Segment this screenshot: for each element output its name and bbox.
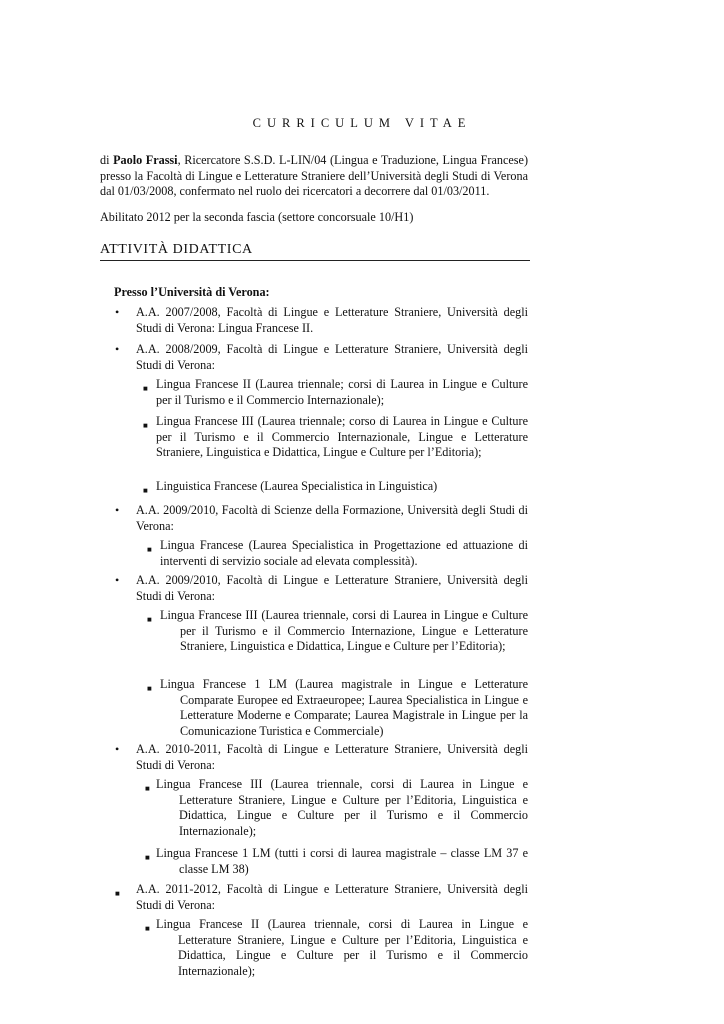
square-bullet-icon: ■	[143, 421, 148, 430]
list-item: A.A. 2008/2009, Facoltà di Lingue e Letterature Straniere, Università degli Studi di Verona:	[136, 342, 528, 372]
square-bullet-icon: ■	[147, 615, 152, 624]
sub-list-item: Lingua Francese II (Laurea triennale; corsi di Laurea in Lingue e Culture per il Turismo e il Commercio Internazionale);	[156, 377, 528, 407]
section-heading: ATTIVITÀ DIDATTICA	[100, 242, 530, 261]
list-item: A.A. 2010-2011, Facoltà di Lingue e Letterature Straniere, Università degli Studi di Verona:	[136, 742, 528, 772]
bullet-icon: •	[115, 503, 120, 517]
bullet-icon: •	[115, 305, 120, 319]
sub-list-item: Lingua Francese III (Laurea triennale; corso di Laurea in Lingue e Culture per il Turismo e il Commercio Internazionale, Lingue e Letterature Straniere, Linguistica e Didattica, Lingue e Culture per l’Editoria);	[156, 414, 528, 460]
sub-list-item: Lingua Francese 1 LM (tutti i corsi di laurea magistrale – classe LM 37 e classe LM 38)	[156, 846, 528, 876]
intro-paragraph	[100, 153, 528, 200]
author-name: Paolo Frassi	[113, 153, 178, 167]
bullet-icon: •	[115, 742, 120, 756]
square-bullet-icon: ■	[143, 486, 148, 495]
intro-rest: , Ricercatore S.S.D. L-LIN/04 (Lingua e Traduzione, Lingua Francese) presso la Facoltà di Lingue e Letterature Straniere dell’Università degli Studi di Verona dal 01/03/2008, confermato nel ruolo dei ricercatori a decorrere dal 01/03/2011.	[100, 153, 529, 199]
sub-list-item: Linguistica Francese (Laurea Specialistica in Linguistica)	[156, 479, 438, 493]
square-bullet-icon: ■	[145, 784, 150, 793]
presso-heading: Presso l’Università di Verona:	[114, 285, 270, 299]
square-bullet-icon: ■	[145, 924, 150, 933]
bullet-icon: •	[115, 342, 120, 356]
document-title: CURRICULUM VITAE	[252, 116, 472, 130]
sub-list-item: Lingua Francese II (Laurea triennale, corsi di Laurea in Lingue e Letterature Straniere, Lingue e Culture per l’Editoria, Linguistica e Didattica, Lingue e Culture per il Turismo e il Commercio Internazionale);	[156, 917, 528, 978]
intro-prefix: di	[100, 153, 114, 167]
sub-list-item: Lingua Francese (Laurea Specialistica in Progettazione ed attuazione di interventi di servizio sociale ad elevata complessità).	[160, 538, 528, 568]
list-item: A.A. 2007/2008, Facoltà di Lingue e Letterature Straniere, Università degli Studi di Verona: Lingua Francese II.	[136, 305, 528, 335]
list-item: A.A. 2009/2010, Facoltà di Lingue e Letterature Straniere, Università degli Studi di Verona:	[136, 573, 528, 603]
square-bullet-icon: ■	[115, 889, 120, 898]
abilitazione-text: Abilitato 2012 per la seconda fascia (settore concorsuale 10/H1)	[100, 210, 414, 224]
square-bullet-icon: ■	[145, 853, 150, 862]
square-bullet-icon: ■	[147, 545, 152, 554]
list-item: A.A. 2009/2010, Facoltà di Scienze della Formazione, Università degli Studi di Verona:	[136, 503, 528, 533]
bullet-icon: •	[115, 573, 120, 587]
sub-list-item: Lingua Francese III (Laurea triennale, corsi di Laurea in Lingue e Culture per il Turismo e il Commercio Internazione, Lingue e Letterature Straniere, Linguistica e Didattica, Lingue e Culture per l’Editoria);	[160, 608, 528, 654]
list-item: A.A. 2011-2012, Facoltà di Lingue e Letterature Straniere, Università degli Studi di Verona:	[136, 882, 528, 912]
square-bullet-icon: ■	[143, 384, 148, 393]
square-bullet-icon: ■	[147, 684, 152, 693]
sub-list-item: Lingua Francese 1 LM (Laurea magistrale in Lingue e Letterature Comparate Europee ed Extraeuropee; Laurea Specialistica in Lingue e Letterature Moderne e Comparate; Laurea Magistrale in Lingue per la Comunicazione Turistica e Commerciale)	[160, 677, 528, 738]
sub-list-item: Lingua Francese III (Laurea triennale, corsi di Laurea in Lingue e Letterature Straniere, Lingue e Culture per l’Editoria, Linguistica e Didattica, Lingue e Culture per il Turismo e il Commercio Internazionale);	[156, 777, 528, 838]
